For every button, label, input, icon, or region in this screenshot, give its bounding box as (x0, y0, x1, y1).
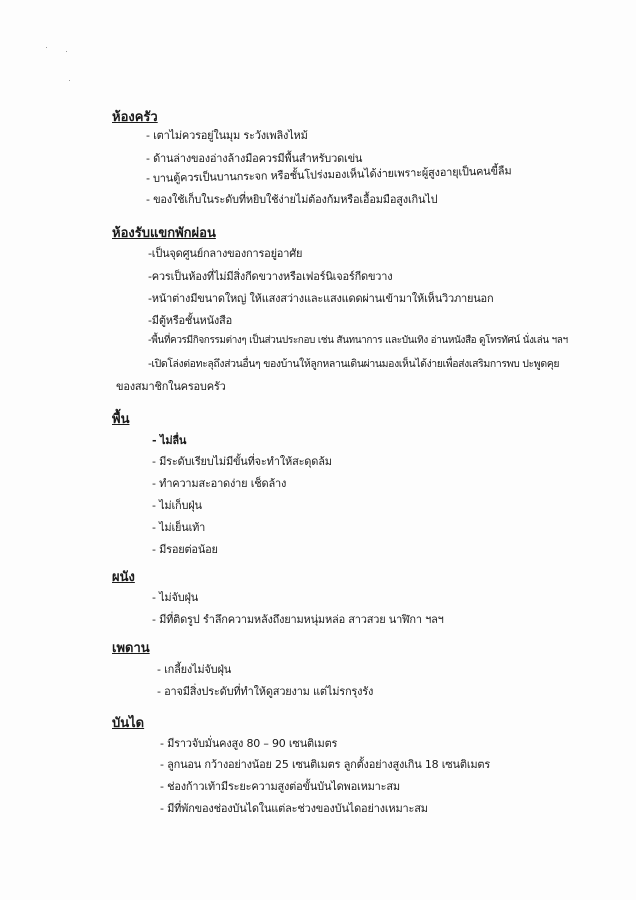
floor-item: - ไม่เย็นเท้า (152, 521, 206, 534)
ceiling-item: - อาจมีสิ่งประดับที่ทำให้ดูสวยงาม แต่ไม่รกรุงรัง (157, 685, 374, 698)
heading-stairs: บันได (112, 716, 145, 731)
stairs-item: - ลูกนอน กว้างอย่างน้อย 25 เซนติเมตร ลูกตั้งอย่างสูงเกิน 18 เซนติเมตร (160, 758, 491, 771)
heading-kitchen: ห้องครัว (112, 110, 158, 125)
heading-wall: ผนัง (112, 570, 135, 585)
scan-speck (46, 47, 47, 48)
wall-item: - มีที่ติดรูป รำลึกความหลังถึงยามหนุ่มหล่อ สาวสวย นาฬิกา ฯลฯ (152, 613, 444, 626)
living-item: -เป็นจุดศูนย์กลางของการอยู่อาศัย (148, 247, 303, 260)
heading-floor: พื้น (112, 412, 130, 427)
scan-speck (66, 51, 67, 52)
heading-ceiling: เพดาน (112, 641, 150, 656)
living-item: -หน้าต่างมีขนาดใหญ่ ให้แสงสว่างและแสงแดดผ่านเข้ามาให้เห็นวิวภายนอก (148, 292, 494, 305)
stairs-item: - ช่องก้าวเท้ามีระยะความสูงต่อขั้นบันไดพอเหมาะสม (160, 780, 400, 793)
living-item: -ควรเป็นห้องที่ไม่มีสิ่งกีดขวางหรือเฟอร์นิเจอร์กีดขวาง (148, 270, 393, 283)
kitchen-item: - ของใช้เก็บในระดับที่หยิบใช้ง่ายไม่ต้องก้มหรือเอื้อมมือสูงเกินไป (146, 193, 438, 206)
living-item: ของสมาชิกในครอบครัว (116, 380, 226, 393)
stairs-item: - มีราวจับมั่นคงสูง 80 – 90 เซนติเมตร (160, 737, 338, 750)
scan-speck (69, 80, 70, 81)
floor-item: - ไม่เก็บฝุ่น (152, 499, 202, 512)
ceiling-item: - เกลี้ยงไม่จับฝุ่น (157, 663, 232, 676)
floor-item: - ไม่ลื่น (152, 434, 187, 447)
living-item: -พื้นที่ควรมีกิจกรรมต่างๆ เป็นส่วนประกอบ เช่น สันทนาการ และบันเทิง อ่านหนังสือ ดูโทรทัศน์ นั่งเล่น ฯลฯ (148, 335, 568, 346)
living-item: -เปิดโล่งต่อทะลุถึงส่วนอื่นๆ ของบ้านให้ลูกหลานเดินผ่านมองเห็นได้ง่ายเพื่อส่งเสริมการพบ ปะพูดคุย (148, 358, 560, 370)
kitchen-item: - บานตู้ควรเป็นบานกระจก หรือชั้นโปร่งมองเห็นได้ง่ายเพราะผู้สูงอายุเป็นคนขี้ลืม (145, 164, 512, 185)
stairs-item: - มีที่พักของช่องบันไดในแต่ละช่วงของบันไดอย่างเหมาะสม (160, 802, 428, 815)
living-item: -มีตู้หรือชั้นหนังสือ (148, 314, 232, 327)
kitchen-item: - เตาไม่ควรอยู่ในมุม ระวังเพลิงไหม้ (146, 129, 308, 142)
floor-item: - ทำความสะอาดง่าย เช็ดล้าง (152, 477, 287, 490)
wall-item: - ไม่จับฝุ่น (152, 591, 199, 604)
floor-item: - มีรอยต่อน้อย (152, 543, 218, 556)
floor-item: - มีระดับเรียบไม่มีขั้นที่จะทำให้สะดุดล้ม (152, 455, 332, 468)
kitchen-item: - ด้านล่างของอ่างล้างมือควรมีพื้นสำหรับวดเข่น (146, 152, 363, 165)
heading-living-room: ห้องรับแขกพักผ่อน (112, 226, 216, 241)
